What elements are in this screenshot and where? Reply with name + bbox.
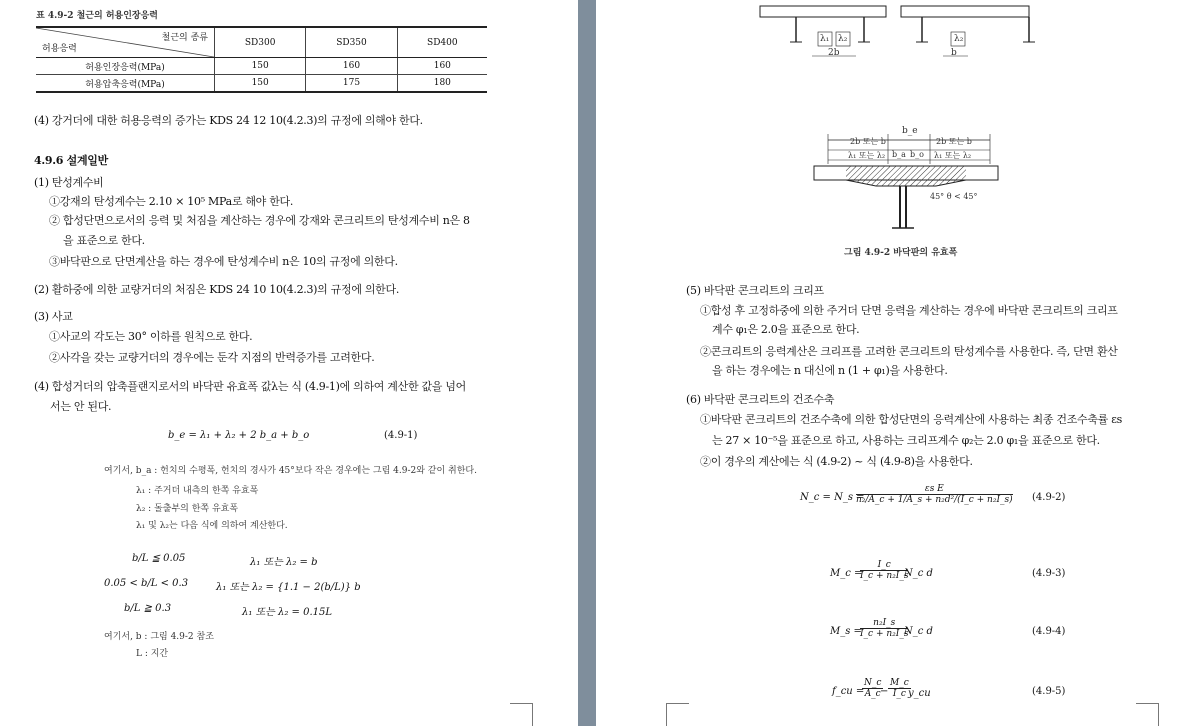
eq-number-4-9-4: (4.9-4) xyxy=(1032,626,1066,637)
cell: 160 xyxy=(397,58,487,75)
eq2-fraction xyxy=(856,484,1013,505)
where-ba: 여기서, b_a : 헌치의 수평폭, 헌치의 경사가 45°보다 작은 경우에는 그림 4.9-2와 같이 취한다. xyxy=(104,466,477,476)
header-top-label: 철근의 종류 xyxy=(161,33,208,43)
fig-label-l-left: λ₁ 또는 λ₂ xyxy=(848,151,886,160)
eq5-tail: y_cu xyxy=(908,688,931,699)
row-label: 허용압축응력(MPa) xyxy=(36,75,215,93)
section-title: 4.9.6 설계일반 xyxy=(34,154,108,167)
fig-label-bo: b_o xyxy=(910,150,924,159)
eq4-numerator: n₂I_s xyxy=(860,618,908,629)
eq3-tail: N_c d xyxy=(904,568,933,579)
s5-item1a: ①합성 후 고정하중에 의한 주거더 단면 응력을 계산하는 경우에 바닥판 콘크리트의 크리프 xyxy=(700,304,1118,317)
eq2-numerator: εs E xyxy=(856,484,1013,495)
left-page xyxy=(0,0,578,726)
eq-number-4-9-5: (4.9-5) xyxy=(1032,686,1066,697)
col-sd350: SD350 xyxy=(306,27,397,58)
cond1-right: λ₁ 또는 λ₂ = b xyxy=(250,557,318,568)
eq2-denominator: n₂/A_c + 1/A_s + n₂d²/(I_c + n₂I_s) xyxy=(856,495,1013,505)
eq5-a-denominator: A_c xyxy=(864,689,881,699)
s1-item2a: ② 합성단면으로서의 응력 및 처짐을 계산하는 경우에 강재와 콘크리트의 탄성계수비 n은 8 xyxy=(49,214,470,227)
s5-item1b: 계수 φ₁은 2.0을 표준으로 한다. xyxy=(712,323,860,336)
where-l2: λ₂ : 돌출부의 한쪽 유효폭 xyxy=(136,504,239,514)
cond3-left: b/L ≧ 0.3 xyxy=(124,603,172,614)
where2-b: 여기서, b : 그림 4.9-2 참조 xyxy=(104,632,214,642)
fig-label-ba: b_a xyxy=(892,150,906,159)
cell: 150 xyxy=(215,75,306,93)
fig-label-2b-or-b-left: 2b 또는 b xyxy=(850,137,886,146)
s5-title: (5) 바닥판 콘크리트의 크리프 xyxy=(686,284,824,297)
fig-label-angle: 45° θ < 45° xyxy=(930,192,978,201)
where-l3: λ₁ 및 λ₂는 다음 식에 의하여 계산한다. xyxy=(136,521,288,531)
col-sd400: SD400 xyxy=(397,27,487,58)
s1-title: (1) 탄성계수비 xyxy=(34,176,104,189)
eq-number-4-9-2: (4.9-2) xyxy=(1032,492,1066,503)
eq3-numerator: I_c xyxy=(860,560,908,571)
fig-label-2b-or-b-right: 2b 또는 b xyxy=(936,137,972,146)
page-corner-mark xyxy=(510,703,533,726)
cond2-right: λ₁ 또는 λ₂ = {1.1 − 2(b/L)} b xyxy=(216,582,361,593)
s3-item2: ②사각을 갖는 교량거더의 경우에는 둔각 지점의 반력증가를 고려한다. xyxy=(49,351,375,364)
cell: 180 xyxy=(397,75,487,93)
eq5-a-numerator: N_c xyxy=(864,678,882,688)
eq5-b-numerator: M_c xyxy=(890,678,909,688)
table-row xyxy=(36,75,487,93)
cond2-left: 0.05 < b/L < 0.3 xyxy=(104,578,189,589)
table-header-diagonal-cell xyxy=(36,27,215,58)
s3-item1: ①사교의 각도는 30° 이하를 원칙으로 한다. xyxy=(49,330,253,343)
s6-item1a: ①바닥판 콘크리트의 건조수축에 의한 합성단면의 응력계산에 사용하는 최종 건조수축률 εs xyxy=(700,413,1122,426)
cond1-left: b/L ≦ 0.05 xyxy=(132,553,186,564)
eq-number-4-9-1: (4.9-1) xyxy=(384,430,418,441)
fig-label-l2-right: λ₂ xyxy=(954,34,964,44)
eq3-denominator: I_c + n₂I_s xyxy=(860,571,909,581)
equation-4-9-1: b_e = λ₁ + λ₂ + 2 b_a + b_o xyxy=(168,430,310,441)
fig-label-l1: λ₁ xyxy=(820,34,830,44)
fig-label-be: b_e xyxy=(902,126,918,136)
eq5-b-denominator: I_c xyxy=(892,689,906,699)
fig-label-2b: 2b xyxy=(828,48,840,58)
col-sd300: SD300 xyxy=(215,27,306,58)
s1-item2b: 을 표준으로 한다. xyxy=(63,234,145,247)
page-corner-mark-right xyxy=(1136,703,1159,726)
eq3-fraction xyxy=(860,560,908,581)
effective-width-figure xyxy=(806,120,1006,235)
eq5-minus: − xyxy=(880,686,889,697)
fig-label-l2: λ₂ xyxy=(838,34,848,44)
eq3-lhs: M_c = xyxy=(830,568,863,579)
eq-number-4-9-3: (4.9-3) xyxy=(1032,568,1066,579)
eq4-fraction xyxy=(860,618,908,639)
cell: 150 xyxy=(215,58,306,75)
eq2-lhs: N_c = N_s = xyxy=(800,492,865,503)
eq4-lhs: M_s = xyxy=(830,626,862,637)
eq4-tail: N_c d xyxy=(904,626,933,637)
allowable-stress-table xyxy=(36,26,487,93)
s1-item3: ③바닥판으로 단면계산을 하는 경우에 탄성계수비 n은 10의 규정에 의한다. xyxy=(49,255,398,268)
fig-label-l-right: λ₁ 또는 λ₂ xyxy=(934,151,972,160)
s3-title: (3) 사교 xyxy=(34,310,73,323)
cond3-right: λ₁ 또는 λ₂ = 0.15L xyxy=(242,607,333,618)
where-l1: λ₁ : 주거더 내측의 한쪽 유효폭 xyxy=(136,486,259,496)
s1-item1: ①강재의 탄성계수는 2.10 × 10⁵ MPa로 해야 한다. xyxy=(49,195,294,208)
s5-item2b: 을 하는 경우에는 n 대신에 n (1 + φ₁)을 사용한다. xyxy=(712,364,948,377)
cell: 160 xyxy=(306,58,397,75)
para-stress-increase: (4) 강거더에 대한 허용응력의 증가는 KDS 24 12 10(4.2.3)의 규정에 의해야 한다. xyxy=(34,114,423,127)
s2: (2) 활하중에 의한 교량거더의 처짐은 KDS 24 10 10(4.2.3)의 규정에 의한다. xyxy=(34,283,400,296)
s6-title: (6) 바닥판 콘크리트의 건조수축 xyxy=(686,393,835,406)
eq5-lhs: f_cu = xyxy=(832,686,865,697)
where2-L: L : 지간 xyxy=(136,649,169,659)
s6-item1b: 는 27 × 10⁻⁵을 표준으로 하고, 사용하는 크리프계수 φ₂는 2.0 φ₁을 표준으로 한다. xyxy=(712,434,1100,447)
fig-label-b: b xyxy=(951,48,957,58)
cell: 175 xyxy=(306,75,397,93)
figure-caption: 그림 4.9-2 바닥판의 유효폭 xyxy=(844,248,958,258)
page-corner-mark-left xyxy=(666,703,689,726)
s6-item2: ②이 경우의 계산에는 식 (4.9-2) ~ 식 (4.9-8)을 사용한다. xyxy=(700,455,973,468)
page-gutter xyxy=(578,0,596,726)
table-caption: 표 4.9-2 철근의 허용인장응력 xyxy=(36,11,158,21)
right-page xyxy=(596,0,1194,726)
eq4-denominator: I_c + n₂I_s xyxy=(860,629,909,639)
row-label: 허용인장응력(MPa) xyxy=(36,58,215,75)
s5-item2a: ②콘크리트의 응력계산은 크리프를 고려한 콘크리트의 탄성계수를 사용한다. 즉, 단면 환산 xyxy=(700,345,1118,358)
s4b: 서는 안 된다. xyxy=(50,400,112,413)
table-row xyxy=(36,58,487,75)
girder-section-figure xyxy=(746,0,1036,70)
s4a: (4) 합성거더의 압축플랜지로서의 바닥판 유효폭 값λ는 식 (4.9-1)에 의하여 계산한 값을 넘어 xyxy=(34,380,466,393)
header-bottom-label: 허용응력 xyxy=(42,44,77,54)
